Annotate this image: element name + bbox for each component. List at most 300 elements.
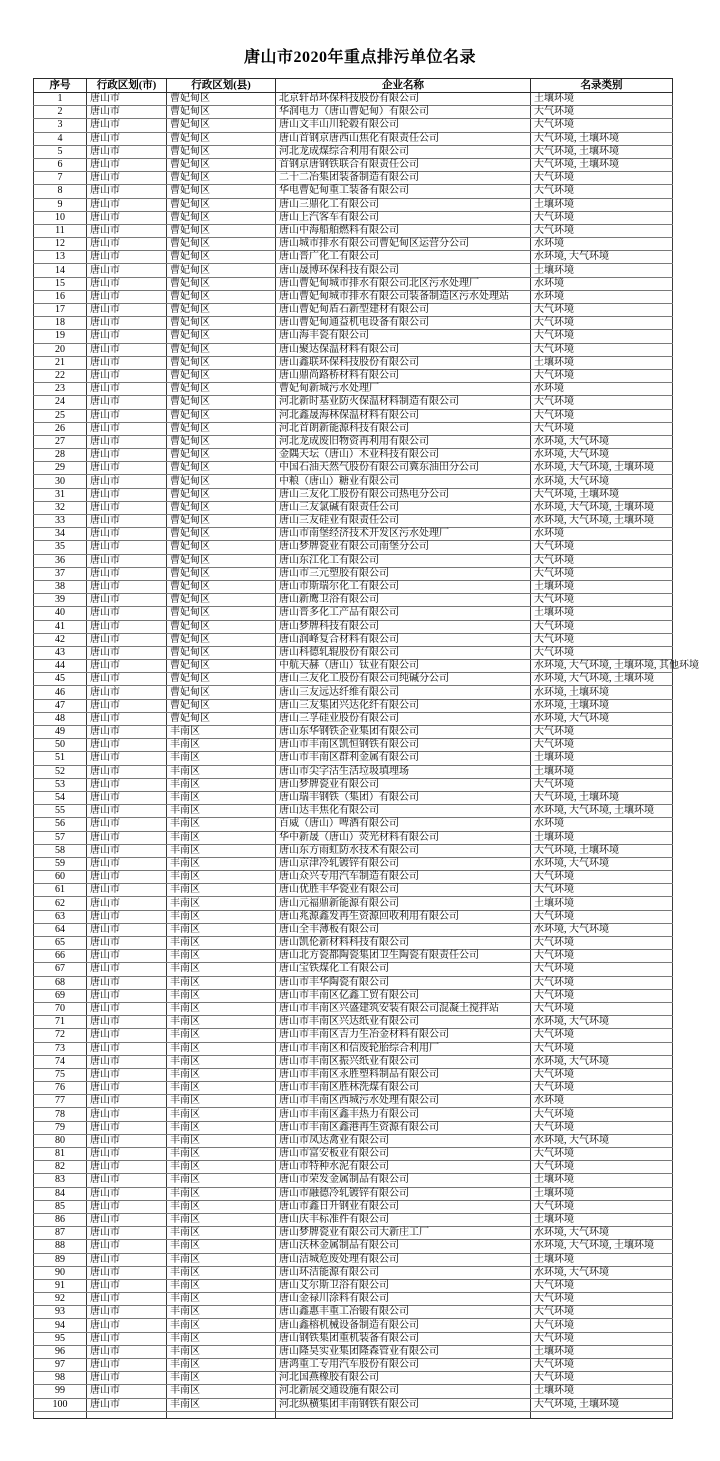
cell-company: 唐山市丰南区永胜塑料制品有限公司 [276,1068,531,1081]
cell-index: 21 [34,356,87,369]
table-row [34,277,673,290]
cell-company: 唐山三友化工股份有限公司纯碱分公司 [276,673,531,686]
cell-city: 唐山市 [87,409,167,422]
table-row [34,1332,673,1345]
cell-category: 水环境, 大气环境 [531,712,673,725]
cell-company: 唐山中海船舶燃料有限公司 [276,224,531,237]
cell-category: 大气环境 [531,646,673,659]
table-row [34,264,673,277]
table-row [34,1213,673,1226]
cell-category: 水环境 [531,277,673,290]
cell-index: 78 [34,1108,87,1121]
cell-city: 唐山市 [87,1332,167,1345]
cell-category: 土壤环境 [531,831,673,844]
table-row [34,449,673,462]
cell-company: 百威（唐山）啤酒有限公司 [276,818,531,831]
table-row [34,1055,673,1068]
cell-city: 唐山市 [87,871,167,884]
cell-county: 曹妃甸区 [167,633,276,646]
partial-cell [34,1411,87,1418]
cell-company: 唐山宝铁煤化工有限公司 [276,963,531,976]
cell-index: 26 [34,422,87,435]
cell-company: 华中新晟（唐山）荧光材料有限公司 [276,831,531,844]
cell-county: 丰南区 [167,1200,276,1213]
cell-county: 丰南区 [167,1042,276,1055]
cell-city: 唐山市 [87,264,167,277]
cell-index: 75 [34,1068,87,1081]
cell-company: 唐山市富安板业有限公司 [276,1148,531,1161]
cell-county: 丰南区 [167,726,276,739]
cell-city: 唐山市 [87,290,167,303]
table-row [34,752,673,765]
cell-county: 丰南区 [167,752,276,765]
cell-category: 大气环境 [531,1042,673,1055]
cell-index: 2 [34,106,87,119]
cell-index: 57 [34,831,87,844]
cell-county: 丰南区 [167,1319,276,1332]
cell-city: 唐山市 [87,778,167,791]
cell-index: 15 [34,277,87,290]
table-row [34,343,673,356]
cell-county: 丰南区 [167,976,276,989]
cell-city: 唐山市 [87,1148,167,1161]
cell-category: 大气环境, 土壤环境 [531,844,673,857]
table-row [34,1161,673,1174]
cell-city: 唐山市 [87,752,167,765]
cell-county: 曹妃甸区 [167,660,276,673]
cell-index: 36 [34,554,87,567]
cell-company: 唐山三友化工股份有限公司热电分公司 [276,488,531,501]
cell-city: 唐山市 [87,1200,167,1213]
cell-category: 水环境, 大气环境 [531,857,673,870]
cell-city: 唐山市 [87,198,167,211]
table-row [34,1095,673,1108]
table-row [34,211,673,224]
cell-company: 唐山市丰南区鑫港再生资源有限公司 [276,1121,531,1134]
table-row [34,251,673,264]
table-row [34,1016,673,1029]
cell-county: 丰南区 [167,1016,276,1029]
cell-category: 大气环境 [531,1332,673,1345]
cell-index: 45 [34,673,87,686]
cell-county: 丰南区 [167,1266,276,1279]
cell-company: 唐山梦牌瓷业有限公司大新庄工厂 [276,1227,531,1240]
cell-county: 丰南区 [167,1359,276,1372]
cell-category: 大气环境 [531,633,673,646]
cell-county: 丰南区 [167,1372,276,1385]
cell-category: 大气环境 [531,594,673,607]
cell-index: 9 [34,198,87,211]
cell-city: 唐山市 [87,686,167,699]
cell-index: 61 [34,884,87,897]
cell-company: 唐山市丰南区鑫丰热力有限公司 [276,1108,531,1121]
table-row [34,791,673,804]
cell-county: 曹妃甸区 [167,343,276,356]
cell-category: 大气环境 [531,884,673,897]
table-row [34,871,673,884]
cell-category: 大气环境 [531,330,673,343]
table-row [34,330,673,343]
cell-county: 曹妃甸区 [167,488,276,501]
cell-company: 河北新时基业防火保温材料制造有限公司 [276,396,531,409]
table-row [34,686,673,699]
cell-index: 100 [34,1398,87,1411]
table-row [34,304,673,317]
table-row [34,132,673,145]
cell-index: 71 [34,1016,87,1029]
cell-company: 唐山优胜丰华瓷业有限公司 [276,884,531,897]
cell-company: 唐山市丰南区兴达纸业有限公司 [276,1016,531,1029]
cell-city: 唐山市 [87,1253,167,1266]
cell-company: 唐山文丰山川轮毂有限公司 [276,119,531,132]
cell-category: 大气环境 [531,778,673,791]
cell-county: 丰南区 [167,910,276,923]
cell-company: 唐山鑫联环保科技股份有限公司 [276,356,531,369]
cell-company: 唐山京津冷轧镀锌有限公司 [276,857,531,870]
cell-index: 22 [34,369,87,382]
table-row [34,567,673,580]
cell-index: 48 [34,712,87,725]
cell-category: 大气环境 [531,224,673,237]
cell-county: 曹妃甸区 [167,132,276,145]
cell-city: 唐山市 [87,950,167,963]
cell-city: 唐山市 [87,1266,167,1279]
cell-index: 65 [34,937,87,950]
cell-company: 唐山全丰薄板有限公司 [276,923,531,936]
cell-category: 大气环境 [531,396,673,409]
cell-index: 96 [34,1345,87,1358]
cell-index: 12 [34,238,87,251]
cell-company: 唐山梦牌科技有限公司 [276,620,531,633]
table-row [34,831,673,844]
cell-index: 38 [34,580,87,593]
table-row [34,699,673,712]
cell-category: 大气环境, 土壤环境 [531,132,673,145]
cell-category: 大气环境 [531,172,673,185]
cell-city: 唐山市 [87,567,167,580]
cell-county: 丰南区 [167,1240,276,1253]
table-row [34,726,673,739]
cell-index: 81 [34,1148,87,1161]
cell-index: 19 [34,330,87,343]
cell-company: 唐山市丰南区凯恒钢铁有限公司 [276,739,531,752]
table-row [34,818,673,831]
cell-index: 82 [34,1161,87,1174]
cell-city: 唐山市 [87,1279,167,1292]
table-row [34,185,673,198]
cell-category: 大气环境 [531,1029,673,1042]
cell-company: 唐山市丰南区胜林洗煤有限公司 [276,1082,531,1095]
cell-category: 大气环境 [531,211,673,224]
cell-company: 唐山市丰南区振兴纸业有限公司 [276,1055,531,1068]
cell-index: 39 [34,594,87,607]
cell-company: 唐山曹妃甸城市排水有限公司北区污水处理厂 [276,277,531,290]
cell-category: 大气环境 [531,554,673,567]
cell-index: 11 [34,224,87,237]
cell-county: 曹妃甸区 [167,185,276,198]
cell-city: 唐山市 [87,172,167,185]
cell-company: 河北纵横集团丰南钢铁有限公司 [276,1398,531,1411]
cell-index: 14 [34,264,87,277]
cell-company: 唐山市鑫日升钢业有限公司 [276,1200,531,1213]
cell-city: 唐山市 [87,989,167,1002]
table-row [34,963,673,976]
cell-index: 43 [34,646,87,659]
table-row [34,541,673,554]
cell-company: 唐山市丰华陶瓷有限公司 [276,976,531,989]
table-row [34,1279,673,1292]
cell-index: 70 [34,1002,87,1015]
cell-category: 大气环境, 土壤环境 [531,791,673,804]
table-row [34,396,673,409]
cell-index: 1 [34,93,87,106]
cell-city: 唐山市 [87,1227,167,1240]
pollutant-units-table [33,78,699,1419]
cell-city: 唐山市 [87,211,167,224]
cell-category: 水环境 [531,1095,673,1108]
cell-category: 大气环境, 土壤环境 [531,145,673,158]
cell-index: 10 [34,211,87,224]
cell-index: 53 [34,778,87,791]
table-row [34,224,673,237]
cell-category: 大气环境 [531,963,673,976]
cell-city: 唐山市 [87,1319,167,1332]
table-row [34,897,673,910]
table-row [34,1187,673,1200]
cell-index: 97 [34,1359,87,1372]
cell-category: 土壤环境 [531,264,673,277]
cell-county: 丰南区 [167,1345,276,1358]
cell-category: 大气环境 [531,989,673,1002]
cell-county: 曹妃甸区 [167,145,276,158]
cell-city: 唐山市 [87,1121,167,1134]
cell-county: 丰南区 [167,791,276,804]
cell-city: 唐山市 [87,1240,167,1253]
cell-county: 丰南区 [167,897,276,910]
cell-city: 唐山市 [87,541,167,554]
cell-county: 丰南区 [167,1055,276,1068]
partial-cell [87,1411,167,1418]
cell-company: 中国石油天然气股份有限公司冀东油田分公司 [276,462,531,475]
cell-company: 唐山市融德冷轧镀锌有限公司 [276,1187,531,1200]
cell-county: 曹妃甸区 [167,106,276,119]
partial-row [34,1411,673,1418]
cell-index: 86 [34,1213,87,1226]
cell-category: 大气环境 [531,950,673,963]
cell-city: 唐山市 [87,1306,167,1319]
cell-city: 唐山市 [87,976,167,989]
cell-index: 6 [34,158,87,171]
cell-category: 大气环境 [531,185,673,198]
cell-index: 17 [34,304,87,317]
cell-category: 土壤环境 [531,752,673,765]
cell-index: 44 [34,660,87,673]
cell-city: 唐山市 [87,805,167,818]
cell-city: 唐山市 [87,1002,167,1015]
cell-category: 大气环境 [531,1121,673,1134]
cell-city: 唐山市 [87,765,167,778]
table-row [34,1266,673,1279]
table-row [34,1042,673,1055]
cell-city: 唐山市 [87,238,167,251]
cell-city: 唐山市 [87,515,167,528]
cell-company: 河北鑫晟海林保温材料有限公司 [276,409,531,422]
cell-index: 69 [34,989,87,1002]
cell-category: 土壤环境 [531,1174,673,1187]
cell-category: 土壤环境 [531,1187,673,1200]
cell-county: 曹妃甸区 [167,673,276,686]
cell-city: 唐山市 [87,1372,167,1385]
cell-company: 金隅天坛（唐山）木业科技有限公司 [276,449,531,462]
cell-company: 唐山市三元塑胶有限公司 [276,567,531,580]
cell-city: 唐山市 [87,884,167,897]
cell-county: 曹妃甸区 [167,158,276,171]
cell-company: 唐山钢铁集团重机装备有限公司 [276,1332,531,1345]
cell-company: 唐山市丰南区亿鑫工贸有限公司 [276,989,531,1002]
table-row [34,1345,673,1358]
header-row [34,79,673,93]
cell-city: 唐山市 [87,501,167,514]
cell-company: 首钢京唐钢铁联合有限责任公司 [276,158,531,171]
cell-city: 唐山市 [87,449,167,462]
cell-category: 大气环境 [531,119,673,132]
table-row [34,1359,673,1372]
cell-county: 曹妃甸区 [167,396,276,409]
cell-index: 79 [34,1121,87,1134]
cell-category: 水环境, 大气环境 [531,1227,673,1240]
cell-category: 大气环境, 土壤环境 [531,1398,673,1411]
cell-city: 唐山市 [87,435,167,448]
cell-company: 河北国燕橡胶有限公司 [276,1372,531,1385]
table-row [34,580,673,593]
cell-company: 唐山瑞丰钢铁（集团）有限公司 [276,791,531,804]
cell-category: 土壤环境 [531,1385,673,1398]
cell-company: 唐山庆丰标准件有限公司 [276,1213,531,1226]
cell-index: 37 [34,567,87,580]
cell-index: 54 [34,791,87,804]
cell-company: 华润电力（唐山曹妃甸）有限公司 [276,106,531,119]
table-row [34,594,673,607]
cell-county: 丰南区 [167,1029,276,1042]
table-row [34,1082,673,1095]
table-row [34,422,673,435]
table-row [34,1385,673,1398]
cell-city: 唐山市 [87,1213,167,1226]
cell-county: 曹妃甸区 [167,686,276,699]
cell-county: 丰南区 [167,950,276,963]
cell-county: 丰南区 [167,1332,276,1345]
table-row [34,409,673,422]
cell-city: 唐山市 [87,1108,167,1121]
cell-company: 唐山北方瓷都陶瓷集团卫生陶瓷有限责任公司 [276,950,531,963]
cell-city: 唐山市 [87,1029,167,1042]
cell-county: 丰南区 [167,857,276,870]
cell-county: 丰南区 [167,1253,276,1266]
table-row [34,844,673,857]
cell-category: 水环境, 大气环境 [531,1266,673,1279]
cell-category: 水环境, 大气环境, 土壤环境 [531,673,673,686]
cell-county: 曹妃甸区 [167,172,276,185]
cell-city: 唐山市 [87,633,167,646]
cell-index: 18 [34,317,87,330]
table-row [34,1227,673,1240]
cell-company: 中粮（唐山）糖业有限公司 [276,475,531,488]
cell-category: 大气环境 [531,1002,673,1015]
cell-index: 20 [34,343,87,356]
table-row [34,633,673,646]
cell-city: 唐山市 [87,119,167,132]
cell-city: 唐山市 [87,1398,167,1411]
cell-city: 唐山市 [87,699,167,712]
cell-index: 41 [34,620,87,633]
cell-city: 唐山市 [87,251,167,264]
cell-category: 大气环境 [531,620,673,633]
cell-county: 丰南区 [167,831,276,844]
cell-company: 北京轩昂环保科技股份有限公司 [276,93,531,106]
cell-county: 曹妃甸区 [167,317,276,330]
cell-category: 大气环境 [531,1372,673,1385]
cell-county: 丰南区 [167,963,276,976]
cell-category: 水环境, 土壤环境 [531,699,673,712]
cell-index: 55 [34,805,87,818]
header-category: 名录类别 [531,79,673,93]
cell-index: 32 [34,501,87,514]
cell-index: 27 [34,435,87,448]
cell-county: 曹妃甸区 [167,567,276,580]
cell-city: 唐山市 [87,93,167,106]
cell-city: 唐山市 [87,383,167,396]
table-row [34,857,673,870]
cell-county: 曹妃甸区 [167,211,276,224]
cell-county: 丰南区 [167,778,276,791]
cell-city: 唐山市 [87,791,167,804]
cell-city: 唐山市 [87,844,167,857]
cell-company: 唐山晋广化工有限公司 [276,251,531,264]
cell-category: 水环境, 大气环境, 土壤环境, 其他环境 [531,660,673,673]
cell-city: 唐山市 [87,818,167,831]
cell-county: 丰南区 [167,871,276,884]
cell-city: 唐山市 [87,304,167,317]
cell-county: 曹妃甸区 [167,224,276,237]
cell-company: 唐山曹妃甸城市排水有限公司装备制造区污水处理站 [276,290,531,303]
table-row [34,765,673,778]
cell-city: 唐山市 [87,831,167,844]
cell-company: 唐山市丰南区和信废轮胎综合利用厂 [276,1042,531,1055]
cell-city: 唐山市 [87,897,167,910]
table-row [34,976,673,989]
cell-category: 大气环境 [531,1306,673,1319]
cell-city: 唐山市 [87,475,167,488]
cell-index: 94 [34,1319,87,1332]
table-row [34,317,673,330]
table-row [34,646,673,659]
cell-index: 8 [34,185,87,198]
cell-index: 99 [34,1385,87,1398]
cell-index: 5 [34,145,87,158]
cell-county: 曹妃甸区 [167,304,276,317]
cell-city: 唐山市 [87,620,167,633]
cell-company: 唐山市斯瑞尔化工有限公司 [276,580,531,593]
cell-category: 水环境, 大气环境 [531,435,673,448]
cell-category: 大气环境 [531,343,673,356]
cell-category: 水环境, 大气环境 [531,1055,673,1068]
cell-company: 唐山隆昊实业集团隆森管业有限公司 [276,1345,531,1358]
cell-county: 曹妃甸区 [167,646,276,659]
cell-company: 唐山梦牌瓷业有限公司南堡分公司 [276,541,531,554]
cell-city: 唐山市 [87,857,167,870]
cell-index: 35 [34,541,87,554]
cell-city: 唐山市 [87,937,167,950]
